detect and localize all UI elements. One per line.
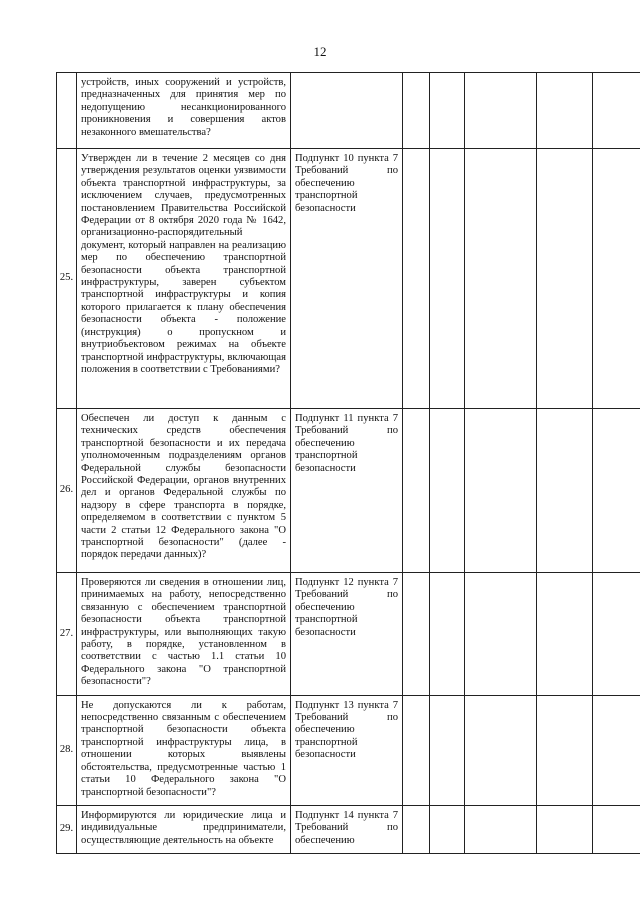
answer-no-cell: [430, 409, 465, 573]
remarks-cell: [537, 573, 593, 696]
row-number: 28.: [57, 695, 77, 805]
answer-na-cell: [465, 149, 537, 409]
answer-yes-cell: [403, 149, 430, 409]
reference-cell: Подпункт 13 пункта 7 Требований по обеспечению транспортной безопасности: [291, 695, 403, 805]
question-cell: Утвержден ли в течение 2 месяцев со дня утверждения результатов оценки уязвимости объекта транспортной инфраструктуры, за исключением случаев, предусмотренных постановлением Правительства Российской Федерации от 8 октября 2020 года № 1642, организационно-распорядительный документ, который направлен на реализацию мер по обеспечению транспортной безопасности объекта транспортной инфраструктуры, заверен субъектом транспортной инфраструктуры и копия которого прилагается к плану обеспечения безопасности объекта - положение (инструкция) о пропускном и внутриобъектовом режимах на объекте транспортной инфраструктуры, включающая положения в соответствии с Требованиями?: [77, 149, 291, 409]
question-cell: Обеспечен ли доступ к данным с технических средств обеспечения транспортной безопасности и их передача уполномоченным подразделениям органов Федеральной службы безопасности Российской Федерации, органов внутренних дел и органов Федеральной службы по надзору в сфере транспорта в порядке, определяемом в соответствии с пунктом 5 части 2 статьи 12 Федерального закона "О транспортной безопасности" (далее - порядок передачи данных)?: [77, 409, 291, 573]
answer-yes-cell: [403, 805, 430, 853]
reference-cell: [291, 73, 403, 149]
reference-cell: Подпункт 11 пункта 7 Требований по обеспечению транспортной безопасности: [291, 409, 403, 573]
page-number: 12: [313, 44, 327, 59]
answer-no-cell: [430, 573, 465, 696]
answer-yes-cell: [403, 409, 430, 573]
answer-yes-cell: [403, 73, 430, 149]
row-number: 27.: [57, 573, 77, 696]
answer-no-cell: [430, 695, 465, 805]
table-row: [57, 149, 640, 409]
answer-na-cell: [465, 805, 537, 853]
remarks-cell: [537, 149, 593, 409]
reference-cell: Подпункт 14 пункта 7 Требований по обеспечению: [291, 805, 403, 853]
remarks-cell: [537, 73, 593, 149]
answer-yes-cell: [403, 573, 430, 696]
answer-na-cell: [465, 73, 537, 149]
row-number: 29.: [57, 805, 77, 853]
answer-yes-cell: [403, 695, 430, 805]
reference-cell: Подпункт 10 пункта 7 Требований по обеспечению транспортной безопасности: [291, 149, 403, 409]
remarks-cell: [537, 409, 593, 573]
notes-cell: [593, 73, 640, 149]
table-row: [57, 805, 640, 853]
answer-na-cell: [465, 573, 537, 696]
answer-na-cell: [465, 695, 537, 805]
row-number: [57, 73, 77, 149]
table-row: [57, 409, 640, 573]
table-row: [57, 573, 640, 696]
row-number: 26.: [57, 409, 77, 573]
remarks-cell: [537, 695, 593, 805]
answer-no-cell: [430, 149, 465, 409]
reference-cell: Подпункт 12 пункта 7 Требований по обеспечению транспортной безопасности: [291, 573, 403, 696]
table-row: [57, 73, 640, 149]
table-row: [57, 695, 640, 805]
remarks-cell: [537, 805, 593, 853]
question-cell: Информируются ли юридические лица и индивидуальные предприниматели, осуществляющие деятельность на объекте: [77, 805, 291, 853]
question-cell: устройств, иных сооружений и устройств, предназначенных для принятия мер по недопущению несанкционированного проникновения и совершения актов незаконного вмешательства?: [77, 73, 291, 149]
row-number: 25.: [57, 149, 77, 409]
question-cell: Не допускаются ли к работам, непосредственно связанным с обеспечением транспортной безопасности объекта транспортной инфраструктуры лица, в отношении которых выявлены обстоятельства, предусмотренные частью 1 статьи 10 Федерального закона "О транспортной безопасности"?: [77, 695, 291, 805]
notes-cell: [593, 695, 640, 805]
notes-cell: [593, 409, 640, 573]
notes-cell: [593, 805, 640, 853]
notes-cell: [593, 573, 640, 696]
answer-no-cell: [430, 73, 465, 149]
checklist-table: [56, 72, 640, 854]
notes-cell: [593, 149, 640, 409]
answer-no-cell: [430, 805, 465, 853]
answer-na-cell: [465, 409, 537, 573]
question-cell: Проверяются ли сведения в отношении лиц, принимаемых на работу, непосредственно связанную с обеспечением транспортной безопасности объекта транспортной инфраструктуры, или выполняющих такую работу, в порядке, установленном в соответствии с частью 1.1 статьи 10 Федерального закона "О транспортной безопасности"?: [77, 573, 291, 696]
